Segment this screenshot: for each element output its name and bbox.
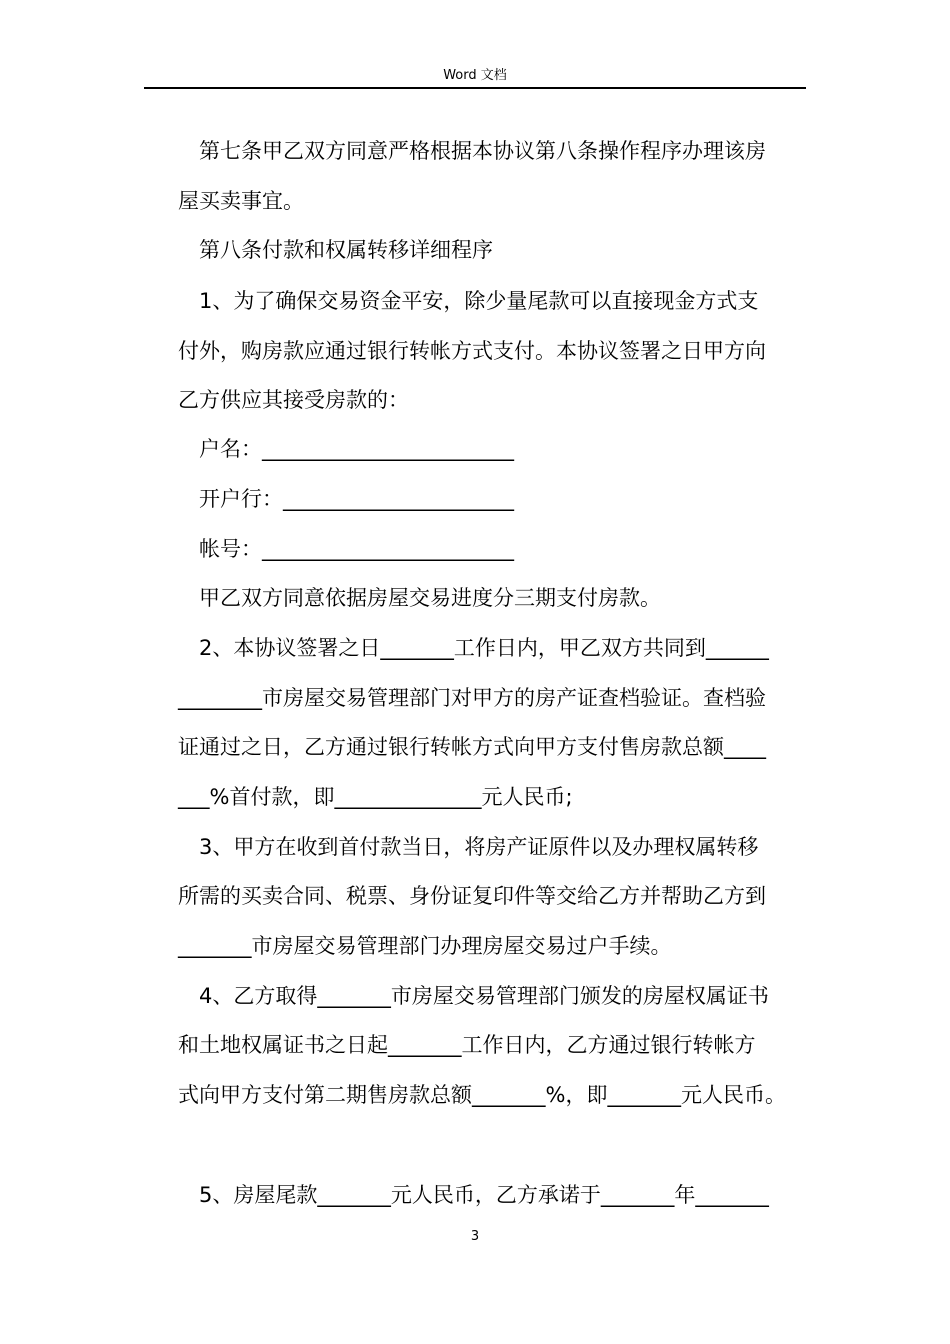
- body-line: 1、为了确保交易资金平安，除少量尾款可以直接现金方式支: [199, 289, 759, 313]
- body-line: 第八条付款和权属转移详细程序: [199, 238, 493, 262]
- body-line: 所需的买卖合同、税票、身份证复印件等交给乙方并帮助乙方到: [178, 884, 766, 908]
- body-line: 证通过之日，乙方通过银行转帐方式向甲方支付售房款总额____: [178, 735, 766, 759]
- body-line: ________市房屋交易管理部门对甲方的房产证查档验证。查档验: [178, 686, 766, 710]
- body-line: _______市房屋交易管理部门办理房屋交易过户手续。: [178, 934, 672, 958]
- body-line: 乙方供应其接受房款的：: [178, 388, 409, 412]
- body-line: ___%首付款，即______________元人民币;: [178, 785, 573, 809]
- body-line: 第七条甲乙双方同意严格根据本协议第八条操作程序办理该房: [199, 139, 766, 163]
- account-name-line: 户名：________________________: [199, 437, 514, 461]
- body-line: 屋买卖事宜。: [178, 189, 304, 213]
- body-line: 4、乙方取得_______市房屋交易管理部门颁发的房屋权属证书: [199, 984, 769, 1008]
- account-number-line: 帐号：________________________: [199, 537, 514, 561]
- body-line: 付外，购房款应通过银行转帐方式支付。本协议签署之日甲方向: [178, 339, 766, 363]
- body-line: 式向甲方支付第二期售房款总额_______%，即_______元人民币。: [178, 1083, 786, 1107]
- page-header: Word 文档: [443, 68, 507, 83]
- body-line: 5、房屋尾款_______元人民币，乙方承诺于_______年_______: [199, 1183, 769, 1207]
- body-line: 2、本协议签署之日_______工作日内，甲乙双方共同到______: [199, 636, 769, 660]
- page-number: 3: [470, 1229, 480, 1244]
- body-line: 甲乙双方同意依据房屋交易进度分三期支付房款。: [199, 586, 661, 610]
- header-rule: [144, 87, 806, 89]
- bank-line: 开户行：______________________: [199, 487, 514, 511]
- body-line: 3、甲方在收到首付款当日，将房产证原件以及办理权属转移: [199, 835, 759, 859]
- body-line: 和土地权属证书之日起_______工作日内，乙方通过银行转帐方: [178, 1033, 756, 1057]
